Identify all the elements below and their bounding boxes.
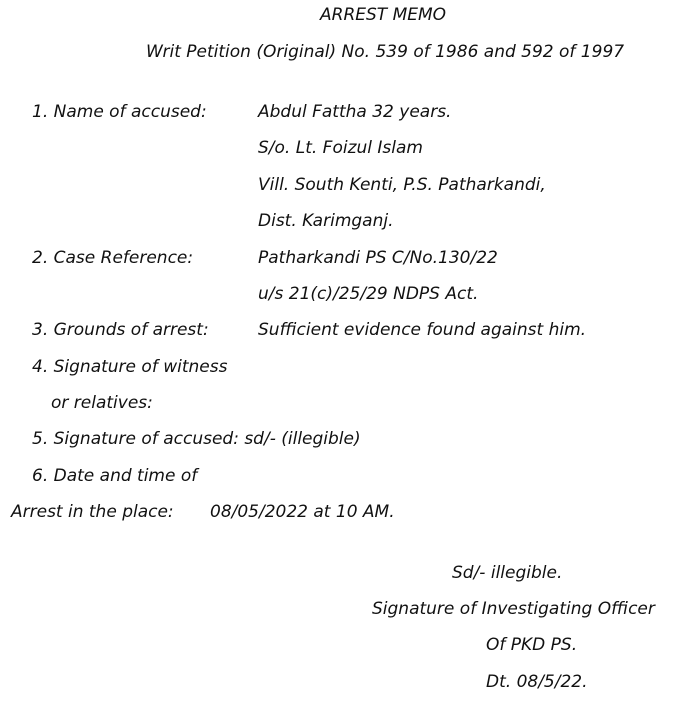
grounds-label: 3. Grounds of arrest: — [32, 320, 209, 340]
accused-parent-value: S/o. Lt. Foizul Islam — [258, 138, 423, 158]
accused-address-line2: Dist. Karimganj. — [258, 211, 394, 231]
datetime-label: 6. Date and time of — [32, 466, 198, 486]
signature-station: Of PKD PS. — [486, 635, 578, 655]
signature-sd: Sd/- illegible. — [452, 563, 563, 583]
accused-name-value: Abdul Fattha 32 years. — [258, 102, 452, 122]
witness-signature-label: 4. Signature of witness — [32, 357, 228, 377]
accused-name-label: 1. Name of accused: — [32, 102, 207, 122]
datetime-value: 08/05/2022 at 10 AM. — [210, 502, 395, 522]
case-number-value: Patharkandi PS C/No.130/22 — [258, 248, 498, 268]
case-sections-value: u/s 21(c)/25/29 NDPS Act. — [258, 284, 479, 304]
witness-signature-label-cont: or relatives: — [51, 393, 153, 413]
datetime-label-cont: Arrest in the place: — [11, 502, 174, 522]
memo-title: ARREST MEMO — [320, 5, 447, 25]
accused-address-line1: Vill. South Kenti, P.S. Patharkandi, — [258, 175, 546, 195]
grounds-value: Sufficient evidence found against him. — [258, 320, 587, 340]
writ-petition-reference: Writ Petition (Original) No. 539 of 1986 and 592 of 1997 — [146, 42, 625, 62]
signature-date: Dt. 08/5/22. — [486, 672, 588, 692]
accused-signature-line: 5. Signature of accused: sd/- (illegible) — [32, 429, 361, 449]
case-reference-label: 2. Case Reference: — [32, 248, 194, 268]
signature-role: Signature of Investigating Officer — [372, 599, 655, 619]
